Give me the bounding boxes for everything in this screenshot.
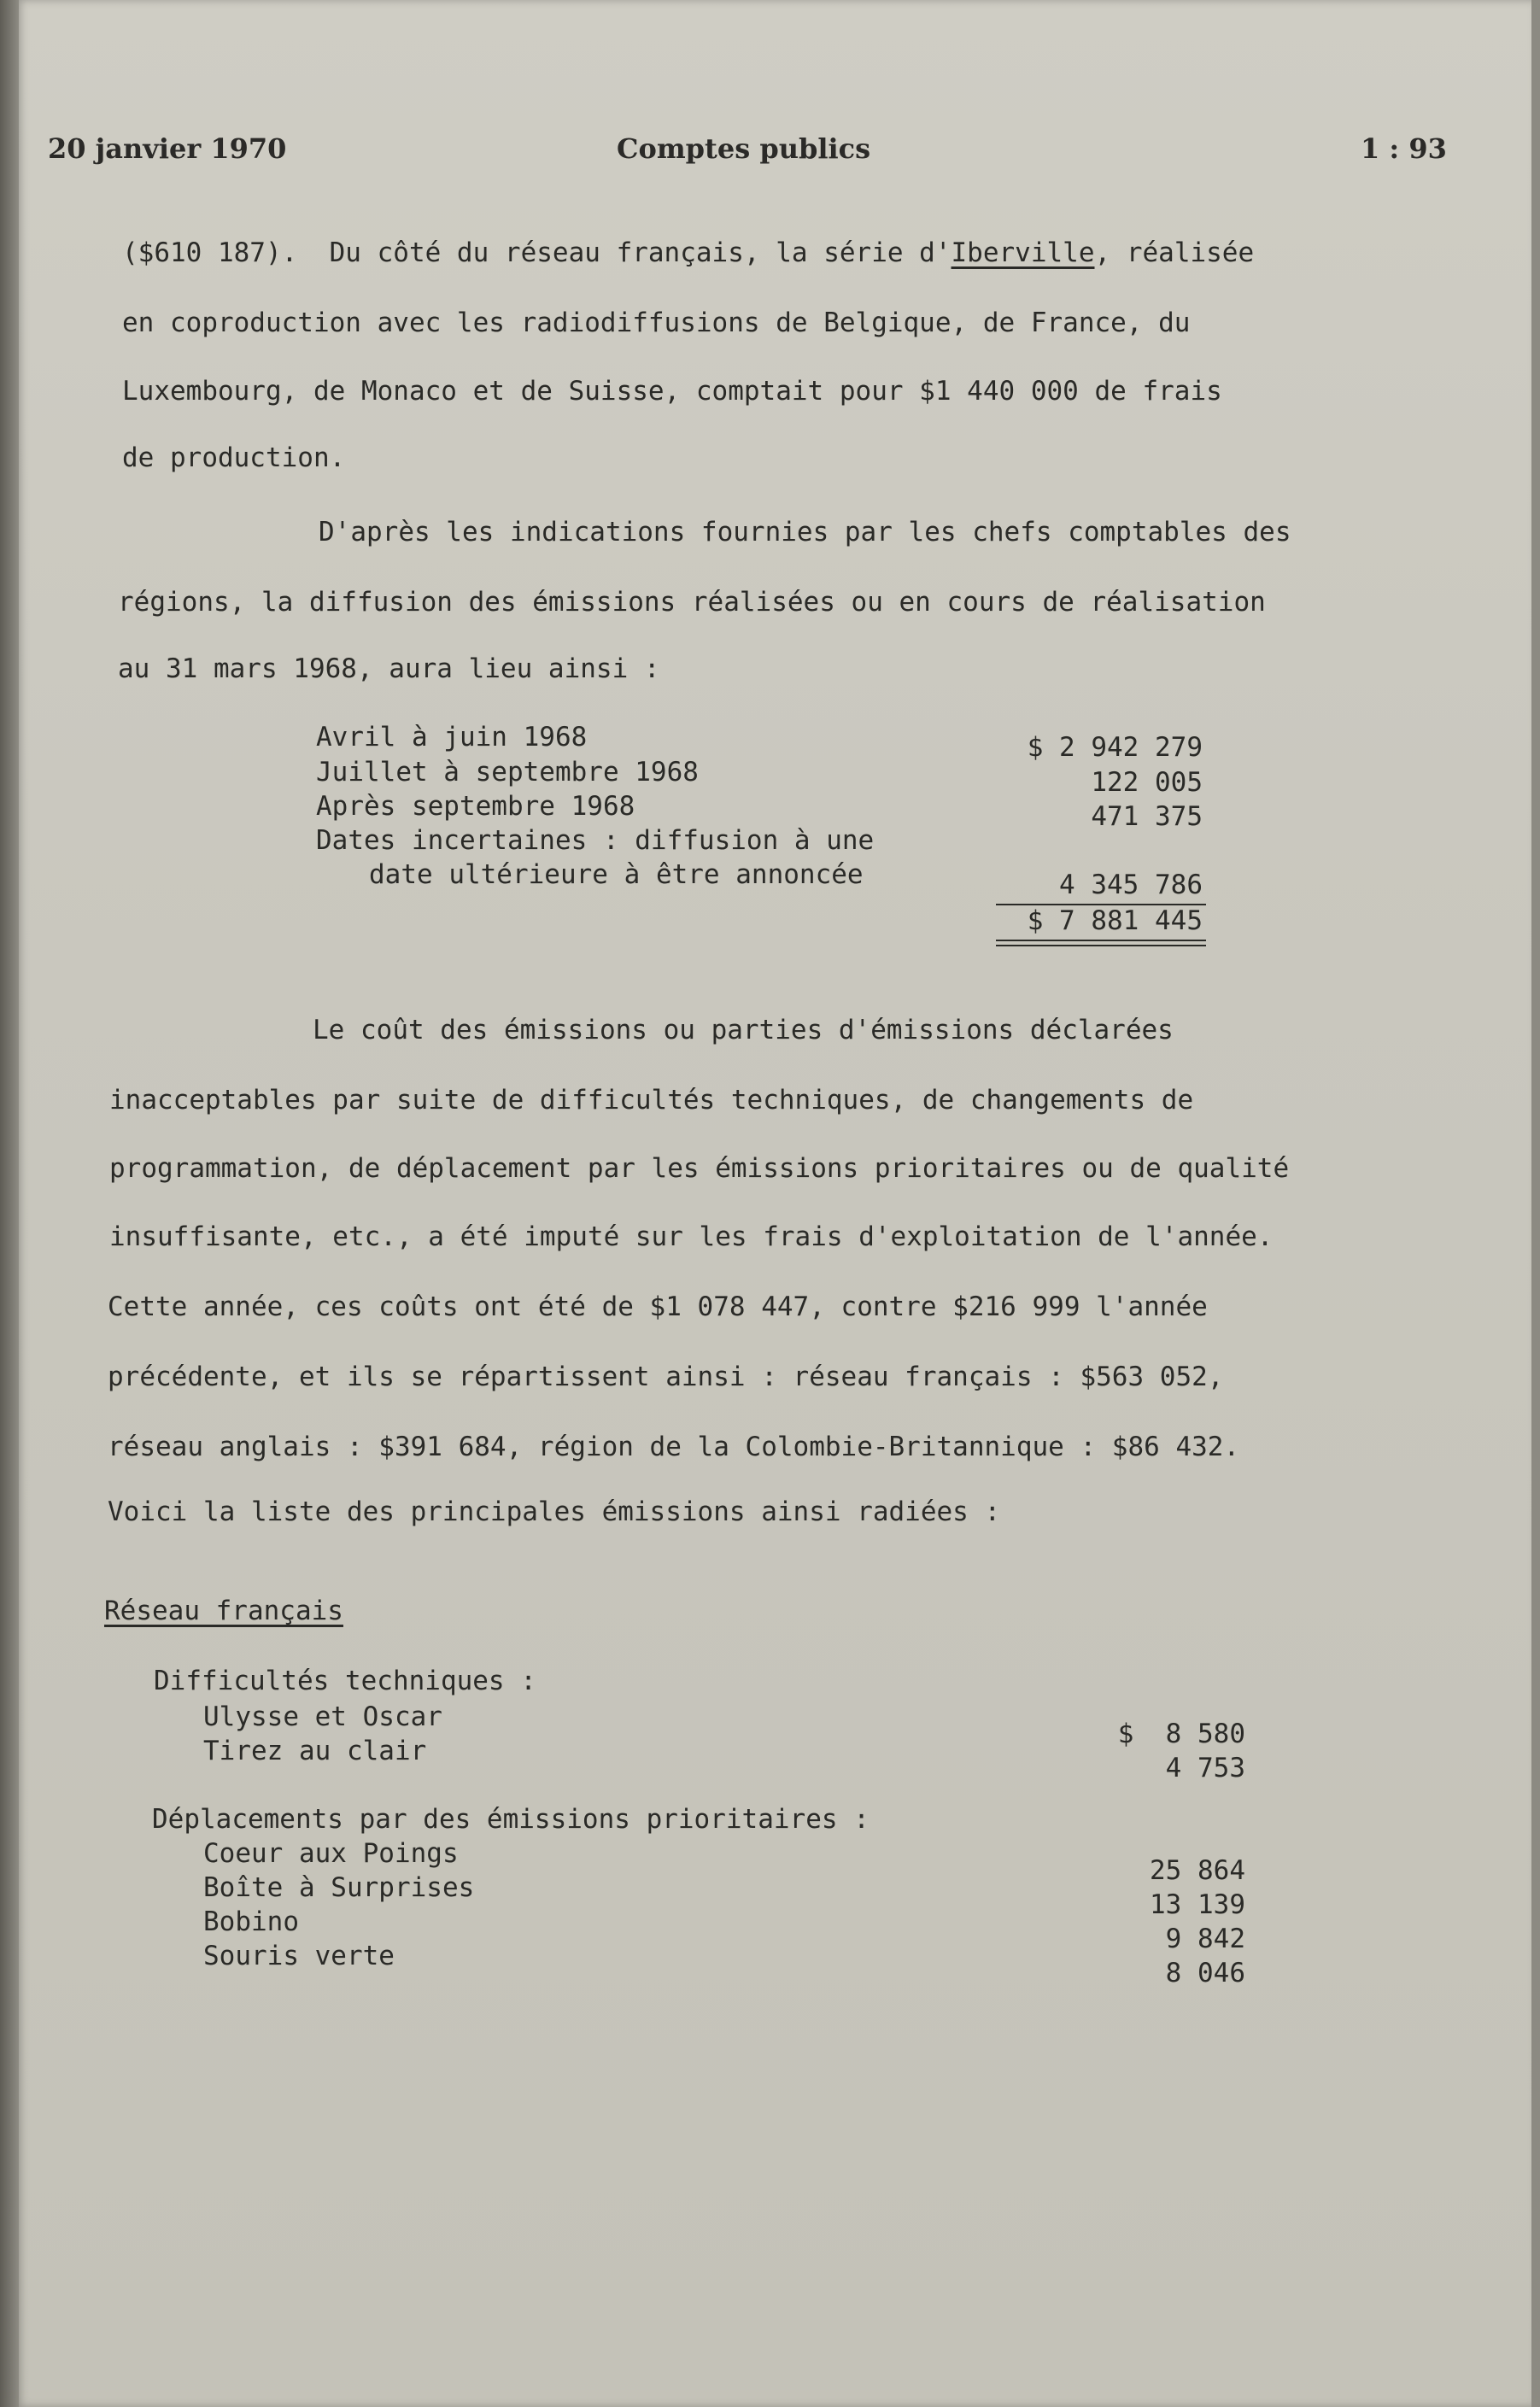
header-date: 20 janvier 1970 [48, 132, 287, 165]
book-spine-shadow [0, 0, 19, 2407]
para3-line-5: Cette année, ces coûts ont été de $1 078 447, contre $216 999 l'année [108, 1291, 1208, 1322]
group2-item-3-label: Bobino [203, 1906, 299, 1937]
document-page [15, 0, 1531, 2407]
para3-line-4: insuffisante, etc., a été imputé sur les frais d'exploitation de l'année. [109, 1221, 1274, 1252]
schedule-label-1: Avril à juin 1968 [316, 722, 588, 753]
schedule-label-2: Juillet à septembre 1968 [316, 757, 699, 788]
group2-item-3-value: 9 842 [1165, 1924, 1245, 1954]
para2-line-1: D'après les indications fournies par les chefs comptables des [319, 517, 1291, 548]
para3-line-6: précédente, et ils se répartissent ainsi : réseau français : $563 052, [108, 1362, 1224, 1392]
intro-line-1: ($610 187). Du côté du réseau français, la série d'Iberville, réalisée [122, 237, 1255, 268]
para3-line-2: inacceptables par suite de difficultés techniques, de changements de [109, 1085, 1194, 1116]
group2-title: Déplacements par des émissions prioritaires : [152, 1804, 870, 1835]
group1-item-2-value: 4 753 [1165, 1753, 1245, 1783]
group1-item-2-label: Tirez au clair [203, 1736, 427, 1766]
schedule-label-3: Après septembre 1968 [316, 791, 635, 822]
group1-item-1-value: $ 8 580 [1117, 1719, 1245, 1749]
schedule-value-5: 4 345 786 [1059, 870, 1203, 900]
schedule-value-1: $ 2 942 279 [1027, 732, 1203, 763]
intro-line-3: Luxembourg, de Monaco et de Suisse, comptait pour $1 440 000 de frais [122, 376, 1222, 407]
para2-line-3: au 31 mars 1968, aura lieu ainsi : [118, 653, 660, 684]
group1-title: Difficultés techniques : [154, 1666, 536, 1696]
intro-line-4: de production. [122, 442, 346, 473]
group2-item-4-value: 8 046 [1165, 1958, 1245, 1988]
group1-item-1-label: Ulysse et Oscar [203, 1701, 442, 1732]
group2-item-2-label: Boîte à Surprises [203, 1872, 475, 1903]
para2-line-2: régions, la diffusion des émissions réalisées ou en cours de réalisation [118, 587, 1266, 618]
para3-line-1: Le coût des émissions ou parties d'émissions déclarées [313, 1015, 1174, 1045]
group2-item-4-label: Souris verte [203, 1941, 395, 1971]
para3-line-7: réseau anglais : $391 684, région de la Colombie-Britannique : $86 432. [108, 1432, 1240, 1462]
schedule-label-5: date ultérieure à être annoncée [369, 859, 864, 890]
total-double-rule-bottom [996, 945, 1206, 946]
header-page-number: 1 : 93 [1361, 132, 1447, 165]
schedule-label-4: Dates incertaines : diffusion à une [316, 825, 875, 856]
schedule-value-3: 471 375 [1091, 801, 1203, 832]
group2-item-1-value: 25 864 [1150, 1855, 1245, 1886]
schedule-total: $ 7 881 445 [1027, 905, 1203, 936]
para3-line-3: programmation, de déplacement par les émissions prioritaires ou de qualité [109, 1153, 1290, 1184]
para3-line-8: Voici la liste des principales émissions ainsi radiées : [108, 1496, 1001, 1527]
group2-item-2-value: 13 139 [1150, 1889, 1245, 1920]
iberville-underlined: Iberville [951, 237, 1095, 268]
schedule-value-2: 122 005 [1091, 767, 1203, 798]
reseau-francais-heading: Réseau français [104, 1596, 343, 1626]
group2-item-1-label: Coeur aux Poings [203, 1838, 459, 1869]
intro-line-2: en coproduction avec les radiodiffusions de Belgique, de France, du [122, 307, 1191, 338]
total-double-rule-top [996, 940, 1206, 941]
header-title: Comptes publics [617, 132, 871, 165]
